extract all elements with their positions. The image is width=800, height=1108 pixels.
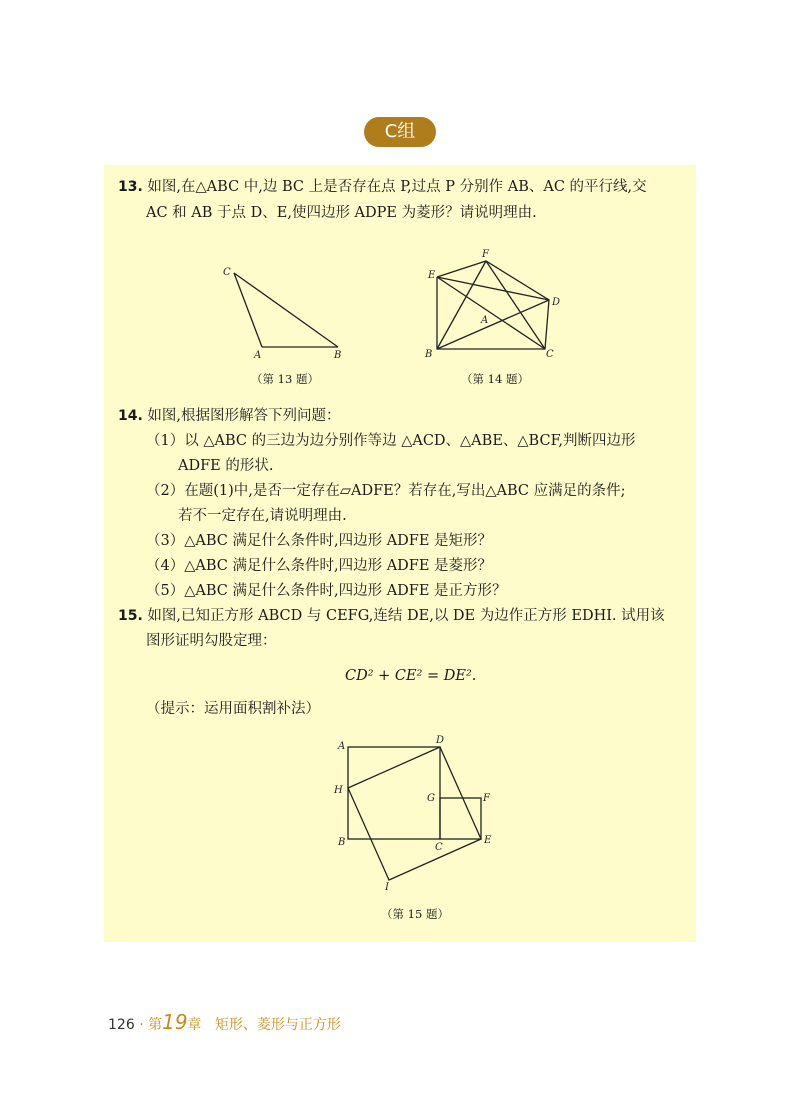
problem-13-line2: AC 和 AB 于点 D、E,使四边形 ADPE 为菱形？请说明理由.	[146, 205, 537, 221]
figure-13-caption: （第 13 题）	[251, 372, 319, 386]
problem-13-number: 13.	[118, 179, 143, 195]
fig13-label-c: C	[223, 267, 231, 278]
problem-15-formula: CD² + CE² = DE².	[345, 668, 477, 684]
fig13-label-b: B	[334, 350, 342, 361]
problem-14-q2-line2: 若不一定存在,请说明理由.	[178, 508, 347, 524]
page-number: 126	[108, 1017, 135, 1033]
page-footer	[108, 1010, 341, 1034]
fig15-label-i: I	[385, 882, 389, 893]
fig13-side-cb	[234, 273, 338, 347]
figure-14	[425, 250, 565, 360]
problem-13-text1: 如图,在△ABC 中,边 BC 上是否存在点 P,过点 P 分别作 AB、AC 的平行线,交	[147, 179, 647, 195]
problem-14-q5: （5）△ABC 满足什么条件时,四边形 ADFE 是正方形？	[146, 583, 507, 599]
fig15-label-a: A	[338, 741, 346, 752]
fig15-label-f: F	[483, 793, 490, 804]
group-badge: C组	[364, 117, 436, 147]
fig14-label-f: F	[482, 249, 489, 260]
chapter-title: 矩形、菱形与正方形	[214, 1017, 341, 1033]
fig15-square-cefg	[440, 798, 481, 839]
fig14-label-a: A	[481, 315, 489, 326]
fig15-label-g: G	[427, 793, 435, 804]
fig15-square-edhi	[348, 747, 481, 880]
figure-15	[332, 735, 502, 893]
problem-15-text1: 如图,已知正方形 ABCD 与 CEFG,连结 DE,以 DE 为边作正方形 EDHI. 试用该	[147, 608, 665, 624]
problem-15-number: 15.	[118, 608, 143, 624]
problem-15-hint: （提示：运用面积割补法）	[146, 701, 320, 717]
problem-14-intro: 如图,根据图形解答下列问题：	[147, 408, 341, 424]
problem-14-q3: （3）△ABC 满足什么条件时,四边形 ADFE 是矩形？	[146, 533, 493, 549]
footer-dot: ·	[139, 1017, 144, 1033]
fig15-label-c: C	[435, 842, 443, 853]
problem-13-line1	[118, 175, 647, 199]
fig13-side-ca	[234, 273, 262, 347]
fig15-label-b: B	[338, 837, 346, 848]
fig14-outline	[437, 261, 549, 349]
problem-14-q2-line1: （2）在题(1)中,是否一定存在▱ADFE？若存在,写出△ABC 应满足的条件;	[146, 483, 626, 499]
fig15-label-d: D	[436, 735, 445, 746]
problem-15-line2: 图形证明勾股定理：	[146, 633, 277, 649]
figure-13	[220, 265, 350, 365]
fig13-label-a: A	[254, 350, 262, 361]
fig14-label-b: B	[425, 349, 433, 360]
problem-14-q1-line2: ADFE 的形状.	[178, 458, 274, 474]
problem-14-number: 14.	[118, 408, 143, 424]
problem-15-line1	[118, 604, 665, 628]
fig14-label-d: D	[552, 297, 561, 308]
chapter-prefix: 第	[148, 1017, 163, 1033]
figure-14-caption: （第 14 题）	[461, 372, 529, 386]
fig15-label-e: E	[484, 835, 492, 846]
fig14-label-e: E	[428, 270, 436, 281]
problem-14-q4: （4）△ABC 满足什么条件时,四边形 ADFE 是菱形？	[146, 558, 493, 574]
figure-15-caption: （第 15 题）	[381, 907, 449, 921]
problem-14-intro-line	[118, 404, 341, 428]
chapter-number: 19	[162, 1010, 188, 1034]
chapter-suffix: 章	[187, 1017, 202, 1033]
problem-14-q1-line1: （1）以 △ABC 的三边为边分别作等边 △ACD、△ABE、△BCF,判断四边形	[146, 433, 636, 449]
fig14-label-c: C	[546, 349, 554, 360]
chapter-label	[148, 1010, 206, 1034]
fig15-label-h: H	[334, 785, 343, 796]
